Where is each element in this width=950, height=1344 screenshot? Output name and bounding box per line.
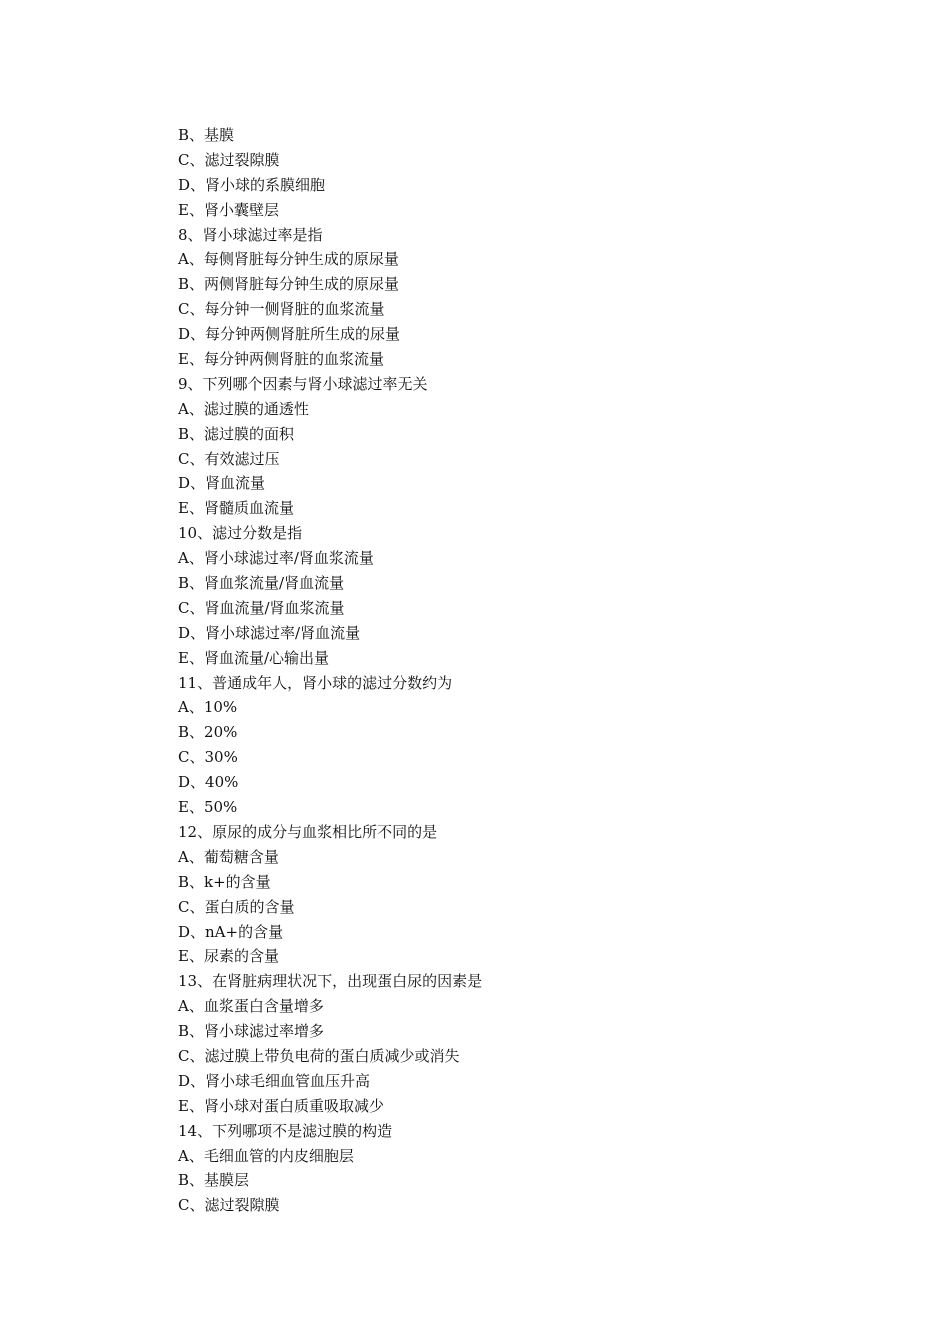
- option-line: A、每侧肾脏每分钟生成的原尿量: [178, 250, 399, 269]
- option-line: E、肾小球对蛋白质重吸取减少: [178, 1096, 384, 1115]
- option-line: E、肾髓质血流量: [178, 499, 294, 518]
- option-line: E、肾小囊壁层: [178, 200, 279, 219]
- question-line: 13、在肾脏病理状况下，出现蛋白尿的因素是: [178, 972, 483, 991]
- option-line: A、10%: [178, 698, 238, 717]
- option-line: A、滤过膜的通透性: [178, 399, 309, 418]
- question-line: 8、肾小球滤过率是指: [178, 225, 323, 244]
- option-line: D、肾小球滤过率/肾血流量: [178, 623, 361, 642]
- option-line: C、滤过膜上带负电荷的蛋白质减少或消失: [178, 1046, 460, 1065]
- option-line: D、肾小球的系膜细胞: [178, 175, 326, 194]
- document-body: [178, 123, 878, 1218]
- option-line: B、基膜层: [178, 1171, 250, 1190]
- option-line: B、肾血浆流量/肾血流量: [178, 574, 345, 593]
- option-line: E、尿素的含量: [178, 947, 279, 966]
- option-line: E、肾血流量/心输出量: [178, 648, 330, 667]
- option-line: E、每分钟两侧肾脏的血浆流量: [178, 350, 384, 369]
- option-line: D、肾小球毛细血管血压升高: [178, 1071, 371, 1090]
- option-line: D、nA+的含量: [178, 922, 284, 941]
- option-line: A、血浆蛋白含量增多: [178, 997, 324, 1016]
- option-line: C、30%: [178, 748, 238, 767]
- option-line: D、40%: [178, 773, 239, 792]
- option-line: C、有效滤过压: [178, 449, 280, 468]
- option-line: C、滤过裂隙膜: [178, 1196, 280, 1215]
- option-line: C、滤过裂隙膜: [178, 150, 280, 169]
- option-line: A、毛细血管的内皮细胞层: [178, 1146, 354, 1165]
- option-line: C、肾血流量/肾血浆流量: [178, 598, 345, 617]
- option-line: E、50%: [178, 798, 238, 817]
- option-line: B、20%: [178, 723, 238, 742]
- option-line: A、葡萄糖含量: [178, 847, 279, 866]
- option-line: B、k+的含量: [178, 872, 271, 891]
- question-line: 12、原尿的成分与血浆相比所不同的是: [178, 822, 438, 841]
- question-line: 10、滤过分数是指: [178, 524, 303, 543]
- option-line: D、肾血流量: [178, 474, 266, 493]
- option-line: C、蛋白质的含量: [178, 897, 295, 916]
- option-line: B、两侧肾脏每分钟生成的原尿量: [178, 275, 400, 294]
- option-line: D、每分钟两侧肾脏所生成的尿量: [178, 325, 401, 344]
- option-line: A、肾小球滤过率/肾血浆流量: [178, 549, 374, 568]
- option-line: B、基膜: [178, 126, 235, 144]
- option-line: B、滤过膜的面积: [178, 424, 295, 443]
- question-line: 11、普通成年人，肾小球的滤过分数约为: [178, 673, 453, 692]
- question-line: 14、下列哪项不是滤过膜的构造: [178, 1121, 393, 1140]
- option-line: B、肾小球滤过率增多: [178, 1022, 325, 1041]
- option-line: C、每分钟一侧肾脏的血浆流量: [178, 300, 385, 319]
- question-line: 9、下列哪个因素与肾小球滤过率无关: [178, 374, 428, 393]
